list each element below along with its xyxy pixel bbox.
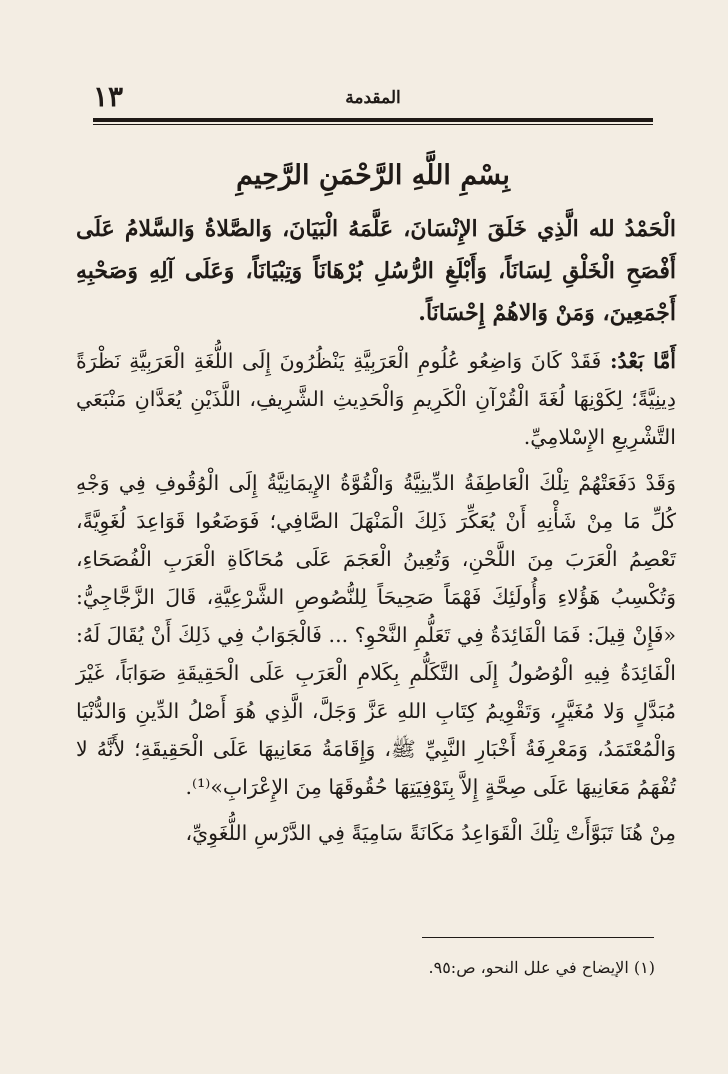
- running-header: [93, 82, 653, 116]
- paragraph: [76, 342, 676, 456]
- paragraph-text: فَقَدْ كَانَ وَاضِعُو عُلُومِ الْعَرَبِيَّةِ يَنْظُرُونَ إِلَى اللُّغَةِ الْعَرَبِيَّةِ نَظْرَةً دِينِيَّةً؛ لِكَوْنِهَا لُغَةَ الْقُرْآنِ الْكَرِيمِ وَالْحَدِيثِ الشَّرِيفِ، اللَّذَيْنِ يُعَدَّانِ مَنْبَعَي التَّشْرِيعِ الإِسْلامِيِّ.: [76, 349, 676, 449]
- footnote: (١) الإيضاح في علل النحو، ص:٩٥.: [428, 958, 655, 977]
- body-text: [76, 208, 676, 860]
- paragraph: مِنْ هُنَا تَبَوَّأَتْ تِلْكَ الْقَوَاعِدُ مَكَانَةً سَامِيَةً فِي الدَّرْسِ اللُّغَوِيِّ،: [185, 821, 676, 845]
- header-rule-thin: [93, 124, 653, 125]
- header-rule-thick: [93, 118, 653, 122]
- page-number: ١٣: [93, 80, 124, 113]
- footnote-rule: [422, 937, 654, 938]
- lead-phrase: أَمَّا بَعْدُ:: [609, 349, 676, 373]
- paragraph: وَقَدْ دَفَعَتْهُمْ تِلْكَ الْعَاطِفَةُ الدِّينِيَّةُ وَالْقُوَّةُ الإِيمَانِيَّةُ إِلَى الْوُقُوفِ فِي وَجْهِ كُلِّ مَا مِنْ شَأْنِهِ أَنْ يُعَكِّرَ ذَلِكَ الْمَنْهَلَ الصَّافِي؛ فَوَضَعُوا قَوَاعِدَ لُغَوِيَّةً، تَعْصِمُ الْعَرَبَ مِنَ اللَّحْنِ، وَتُعِينُ الْعَجَمَ عَلَى مُحَاكَاةِ الْعَرَبِ الْفُصَحَاءِ، وَتُكْسِبُ هَؤُلاءِ وَأُولَئِكَ فَهْمَاً صَحِيحَاً لِلنُّصُوصِ الشَّرْعِيَّةِ، قَالَ الزَّجَّاجِيُّ: «فَإِنْ قِيلَ: فَمَا الْفَائِدَةُ فِي تَعَلُّمِ النَّحْوِ؟ ... فَالْجَوَابُ فِي ذَلِكَ أَنْ يُقَالَ لَهُ: الْفَائِدَةُ فِيهِ الْوُصُولُ إِلَى التَّكَلُّمِ بِكَلامِ الْعَرَبِ عَلَى الْحَقِيقَةِ صَوَابَاً، غَيْرَ مُبَدَّلٍ وَلا مُغَيَّرٍ، وَتَقْوِيمُ كِتَابِ اللهِ عَزَّ وَجَلَّ، الَّذِي هُوَ أَصْلُ الدِّينِ وَالدُّنْيَا وَالْمُعْتَمَدُ، وَمَعْرِفَةُ أَخْبَارِ النَّبِيِّ ﷺ، وَإِقَامَةُ مَعَانِيهَا عَلَى الْحَقِيقَةِ؛ لأَنَّهُ لا تُفْهَمُ مَعَانِيهَا عَلَى صِحَّةٍ إِلاَّ بِتَوْفِيَتِهَا حُقُوقَهَا مِنَ الإِعْرَابِ»⁽¹⁾.: [76, 471, 676, 799]
- basmala: بِسْمِ اللَّهِ الرَّحْمَنِ الرَّحِيمِ: [236, 160, 510, 191]
- section-title: المقدمة: [345, 88, 401, 108]
- opening-paragraph: الْحَمْدُ لله الَّذِي خَلَقَ الإِنْسَانَ، عَلَّمَهُ الْبَيَانَ، وَالصَّلاةُ وَالسَّلامُ عَلَى أَفْصَحِ الْخَلْقِ لِسَانَاً، وَأَبْلَغِ الرُّسُلِ بُرْهَانَاً وَتِبْيَانَاً، وَعَلَى آلِهِ وَصَحْبِهِ أَجْمَعِينَ، وَمَنْ وَالاهُمْ إِحْسَانَاً.: [76, 216, 676, 326]
